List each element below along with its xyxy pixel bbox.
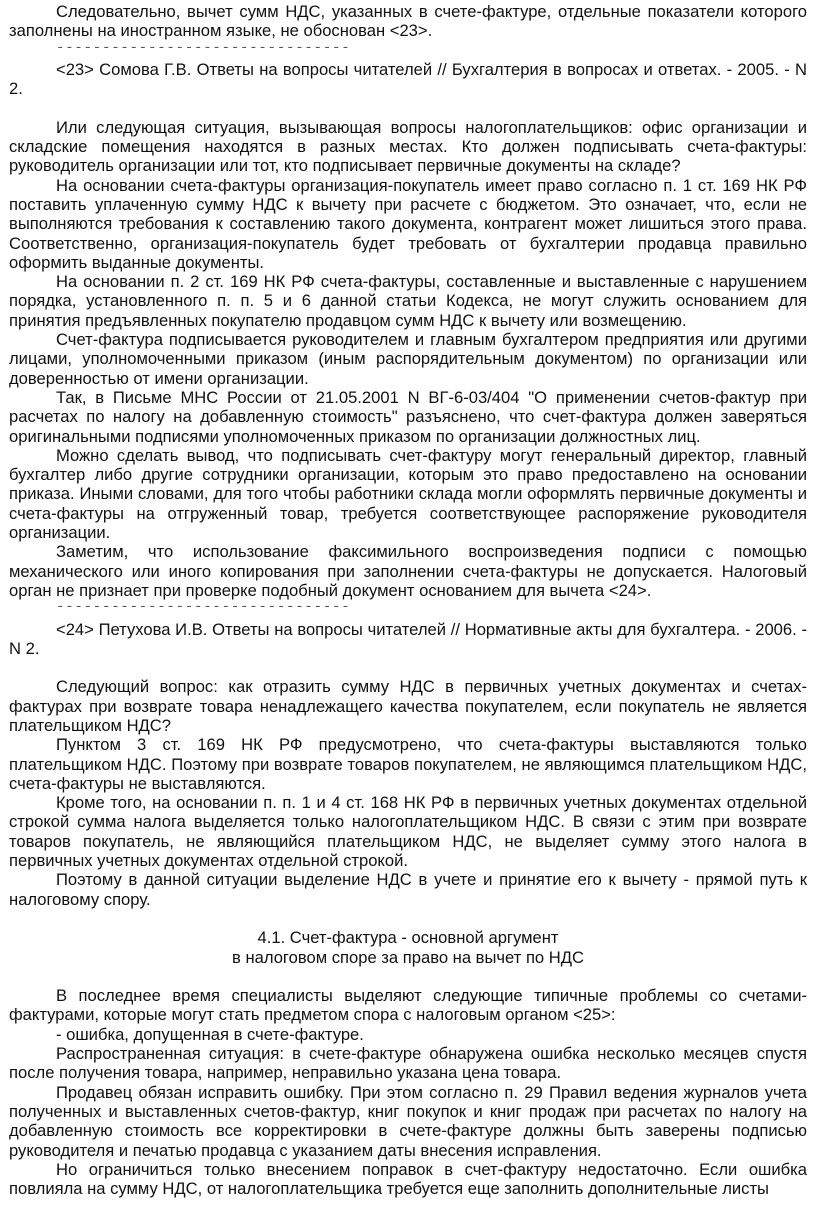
blank-line: [9, 967, 807, 986]
paragraph: Продавец обязан исправить ошибку. При этом согласно п. 29 Правил ведения журналов учета полученных и выставленных счетов-фактур, книг покупок и книг продаж при расчетах по налогу на добавленную стоимость все корректировки в счете-фактуре должны быть заверены подписью руководителя и печатью продавца с указанием даты внесения исправления.: [9, 1082, 807, 1160]
paragraph: Или следующая ситуация, вызывающая вопросы налогоплательщиков: офис организации и складские помещения находятся в разных местах. Кто должен подписывать счета-фактуры: руководитель организации или тот, кто подписывает первичные документы на складе?: [9, 117, 807, 176]
section-heading-line-1: 4.1. Счет-фактура - основной аргумент: [257, 928, 559, 948]
paragraph: На основании счета-фактуры организация-покупатель имеет право согласно п. 1 ст. 169 НК РФ поставить уплаченную сумму НДС к вычету при расчете с бюджетом. Это означает, что, если не выполняются требования к составлению такого документа, контрагент может лишиться этого права. Соответственно, организация-покупатель будет требовать от бухгалтерии продавца правильно оформить выданные документы.: [9, 175, 807, 272]
paragraph: Поэтому в данной ситуации выделение НДС в учете и принятие его к вычету - прямой путь к налоговому спору.: [9, 870, 807, 909]
footnote-separator: --------------------------------: [56, 600, 351, 616]
paragraph: Но ограничиться только внесением поправок в счет-фактуру недостаточно. Если ошибка повлияла на сумму НДС, от налогоплательщика требуется еще заполнить дополнительные листы: [9, 1159, 807, 1199]
paragraph: Можно сделать вывод, что подписывать счет-фактуру могут генеральный директор, главный бухгалтер либо другие сотрудники организации, которым это право предоставлено на основании приказа. Иными словами, для того чтобы работники склада могли оформлять первичные документы и счета-фактуры на отгруженный товар, требуется соответствующее распоряжение руководителя организации.: [9, 445, 807, 543]
paragraph: Пунктом 3 ст. 169 НК РФ предусмотрено, что счета-фактуры выставляются только плательщиком НДС. Поэтому при возврате товаров покупателем, не являющимся плательщиком НДС, счета-фактуры не выставляются.: [9, 735, 807, 793]
blank-line: [9, 909, 807, 928]
paragraph: В последнее время специалисты выделяют следующие типичные проблемы со счетами-фактурами, которые могут стать предметом спора с налоговым органом <25>:: [9, 986, 807, 1025]
paragraph: Следующий вопрос: как отразить сумму НДС в первичных учетных документах и счетах-фактурах при возврате товара ненадлежащего качества покупателем, если покупатель не является плательщиком НДС?: [9, 677, 807, 735]
blank-line: [9, 658, 807, 677]
blank-line: [9, 98, 807, 117]
footnote: <23> Сомова Г.В. Ответы на вопросы читателей // Бухгалтерия в вопросах и ответах. - 2005. - N 2.: [9, 59, 807, 99]
paragraph: Заметим, что использование факсимильного воспроизведения подписи с помощью механического или иного копирования при заполнении счета-фактуры не допускается. Налоговый орган не признает при проверке подобный документ основанием для вычета <24>.: [9, 542, 807, 600]
paragraph: Кроме того, на основании п. п. 1 и 4 ст. 168 НК РФ в первичных учетных документах отдельной строкой сумма налога выделяется только налогоплательщиком НДС. В связи с этим при возврате товаров покупатель, не являющийся плательщиком НДС, не выделяет сумму этого налога в первичных учетных документах отдельной строкой.: [9, 793, 807, 871]
footnote-separator: --------------------------------: [56, 40, 351, 56]
paragraph: Следовательно, вычет сумм НДС, указанных в счете-фактуре, отдельные показатели которого заполнены на иностранном языке, не обоснован <23>.: [9, 2, 807, 41]
paragraph: Распространенная ситуация: в счете-фактуре обнаружена ошибка несколько месяцев спустя после получения товара, например, неправильно указана цена товара.: [9, 1044, 807, 1083]
paragraph: Счет-фактура подписывается руководителем и главным бухгалтером предприятия или другими лицами, уполномоченными приказом (иным распорядительным документом) по организации или доверенностью от имени организации.: [9, 330, 807, 388]
list-item: - ошибка, допущенная в счете-фактуре.: [56, 1024, 364, 1044]
section-heading-line-2: в налоговом споре за право на вычет по НДС: [232, 947, 584, 967]
paragraph: На основании п. 2 ст. 169 НК РФ счета-фактуры, составленные и выставленные с нарушением порядка, установленного п. п. 5 и 6 данной статьи Кодекса, не могут служить основанием для принятия предъявленных покупателю продавцом сумм НДС к вычету или возмещению.: [9, 272, 807, 330]
paragraph: Так, в Письме МНС России от 21.05.2001 N ВГ-6-03/404 "О применении счетов-фактур при расчетах по налогу на добавленную стоимость" разъяснено, что счет-фактура должен заверяться оригинальными подписями уполномоченных приказом по организации должностных лиц.: [9, 387, 807, 446]
footnote: <24> Петухова И.В. Ответы на вопросы читателей // Нормативные акты для бухгалтера. - 2006. - N 2.: [9, 619, 807, 658]
